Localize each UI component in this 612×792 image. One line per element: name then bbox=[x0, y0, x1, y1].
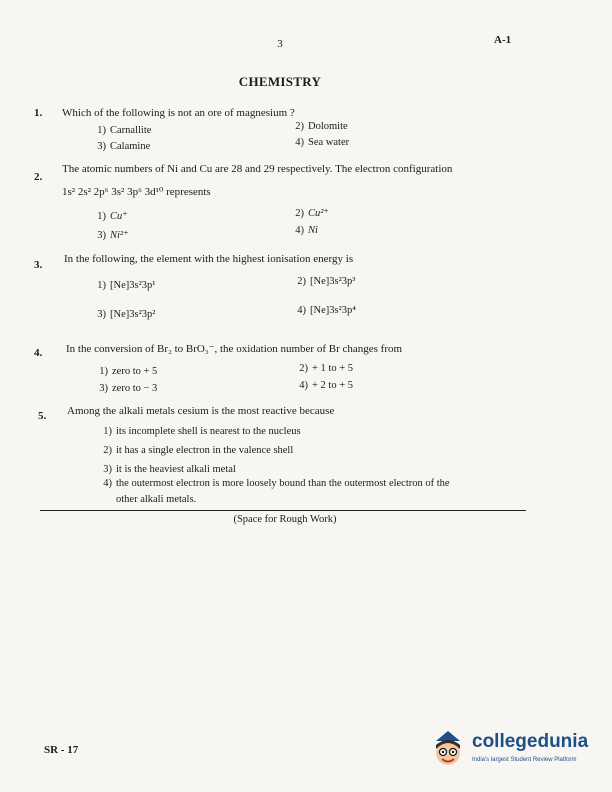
question-4-option-1 bbox=[90, 366, 157, 377]
paper-code: A-1 bbox=[494, 34, 512, 46]
option-text: [Ne]3s²3p² bbox=[110, 309, 156, 320]
option-text: it is the heaviest alkali metal bbox=[116, 464, 236, 475]
question-2-text-line-2: 1s² 2s² 2p⁶ 3s² 3p⁶ 3d¹⁰ represents bbox=[62, 186, 211, 198]
question-4-number: 4. bbox=[34, 347, 43, 359]
question-4-option-4 bbox=[290, 380, 353, 391]
page-number: 3 bbox=[277, 38, 283, 50]
rough-work-label: (Space for Rough Work) bbox=[233, 514, 337, 525]
option-number: 1) bbox=[99, 366, 108, 377]
mascot-icon bbox=[428, 725, 468, 773]
option-number: 4) bbox=[295, 225, 304, 236]
question-2-option-3 bbox=[88, 229, 129, 241]
question-2-number: 2. bbox=[34, 171, 43, 183]
question-1-option-4 bbox=[286, 137, 349, 148]
subject-heading: CHEMISTRY bbox=[238, 74, 322, 89]
option-number: 1) bbox=[97, 125, 106, 136]
option-number: 4) bbox=[297, 305, 306, 316]
question-2-text-line-1: The atomic numbers of Ni and Cu are 28 and 29 respectively. The electron configuration bbox=[62, 163, 453, 175]
option-number: 2) bbox=[295, 208, 304, 219]
question-1-text: Which of the following is not an ore of magnesium ? bbox=[62, 107, 295, 119]
option-text: Dolomite bbox=[308, 121, 348, 132]
question-1-option-1 bbox=[88, 125, 151, 136]
brand-tagline: India's largest Student Review Platform bbox=[472, 757, 577, 763]
question-3-option-1 bbox=[88, 280, 155, 291]
option-text: [Ne]3s²3p⁴ bbox=[310, 305, 356, 316]
option-number: 3) bbox=[97, 309, 106, 320]
question-3-number: 3. bbox=[34, 259, 43, 271]
section-divider bbox=[40, 510, 526, 511]
question-2-option-1 bbox=[88, 210, 128, 222]
option-number: 1) bbox=[103, 426, 112, 437]
option-number: 2) bbox=[103, 445, 112, 456]
option-number: 3) bbox=[99, 383, 108, 394]
option-number: 3) bbox=[97, 230, 106, 241]
option-number: 2) bbox=[299, 363, 308, 374]
question-3-text: In the following, the element with the highest ionisation energy is bbox=[64, 253, 354, 265]
question-5-option-2 bbox=[94, 445, 293, 456]
option-text: its incomplete shell is nearest to the nucleus bbox=[116, 426, 301, 437]
option-text: Carnallite bbox=[110, 125, 152, 136]
option-text: Sea water bbox=[308, 137, 350, 148]
question-2-option-4 bbox=[286, 225, 318, 236]
question-1-option-2 bbox=[286, 121, 348, 132]
question-2-option-2 bbox=[286, 207, 329, 219]
question-1-number: 1. bbox=[34, 107, 43, 119]
option-text: zero to − 3 bbox=[112, 383, 158, 394]
option-number: 2) bbox=[297, 276, 306, 287]
option-text: Ni bbox=[308, 225, 318, 236]
question-5-option-4 bbox=[94, 478, 450, 489]
footer-code: SR - 17 bbox=[44, 744, 79, 756]
option-text: Cu⁺ bbox=[110, 211, 128, 222]
option-number: 3) bbox=[97, 141, 106, 152]
question-3-option-2 bbox=[288, 276, 355, 287]
option-number: 1) bbox=[97, 280, 106, 291]
question-5-number: 5. bbox=[38, 410, 47, 422]
question-5-option-4-continued: other alkali metals. bbox=[116, 494, 197, 505]
question-1-option-3 bbox=[88, 141, 150, 152]
option-text: Calamine bbox=[110, 141, 151, 152]
option-text: Ni²⁺ bbox=[110, 230, 129, 241]
brand-name: collegedunia bbox=[472, 731, 589, 752]
option-number: 1) bbox=[97, 211, 106, 222]
question-5-option-3 bbox=[94, 464, 236, 475]
option-number: 4) bbox=[295, 137, 304, 148]
question-5-option-1 bbox=[94, 426, 301, 437]
option-text: + 2 to + 5 bbox=[312, 380, 354, 391]
option-text: zero to + 5 bbox=[112, 366, 158, 377]
option-number: 4) bbox=[299, 380, 308, 391]
option-text: Cu²⁺ bbox=[308, 208, 329, 219]
option-number: 2) bbox=[295, 121, 304, 132]
question-4-option-2 bbox=[290, 363, 353, 374]
option-text: [Ne]3s²3p³ bbox=[310, 276, 356, 287]
question-5-text: Among the alkali metals cesium is the most reactive because bbox=[67, 405, 335, 417]
option-number: 4) bbox=[103, 478, 112, 489]
collegedunia-watermark bbox=[428, 725, 598, 775]
question-3-option-4 bbox=[288, 305, 356, 316]
question-4-option-3 bbox=[90, 383, 157, 394]
option-text: it has a single electron in the valence shell bbox=[116, 445, 294, 456]
option-text: the outermost electron is more loosely bound than the outermost electron of the bbox=[116, 478, 450, 489]
question-3-option-3 bbox=[88, 309, 155, 320]
option-number: 3) bbox=[103, 464, 112, 475]
question-4-text: In the conversion of Br₂ to BrO₃⁻, the oxidation number of Br changes from bbox=[66, 343, 403, 355]
option-text: [Ne]3s²3p¹ bbox=[110, 280, 156, 291]
option-text: + 1 to + 5 bbox=[312, 363, 354, 374]
